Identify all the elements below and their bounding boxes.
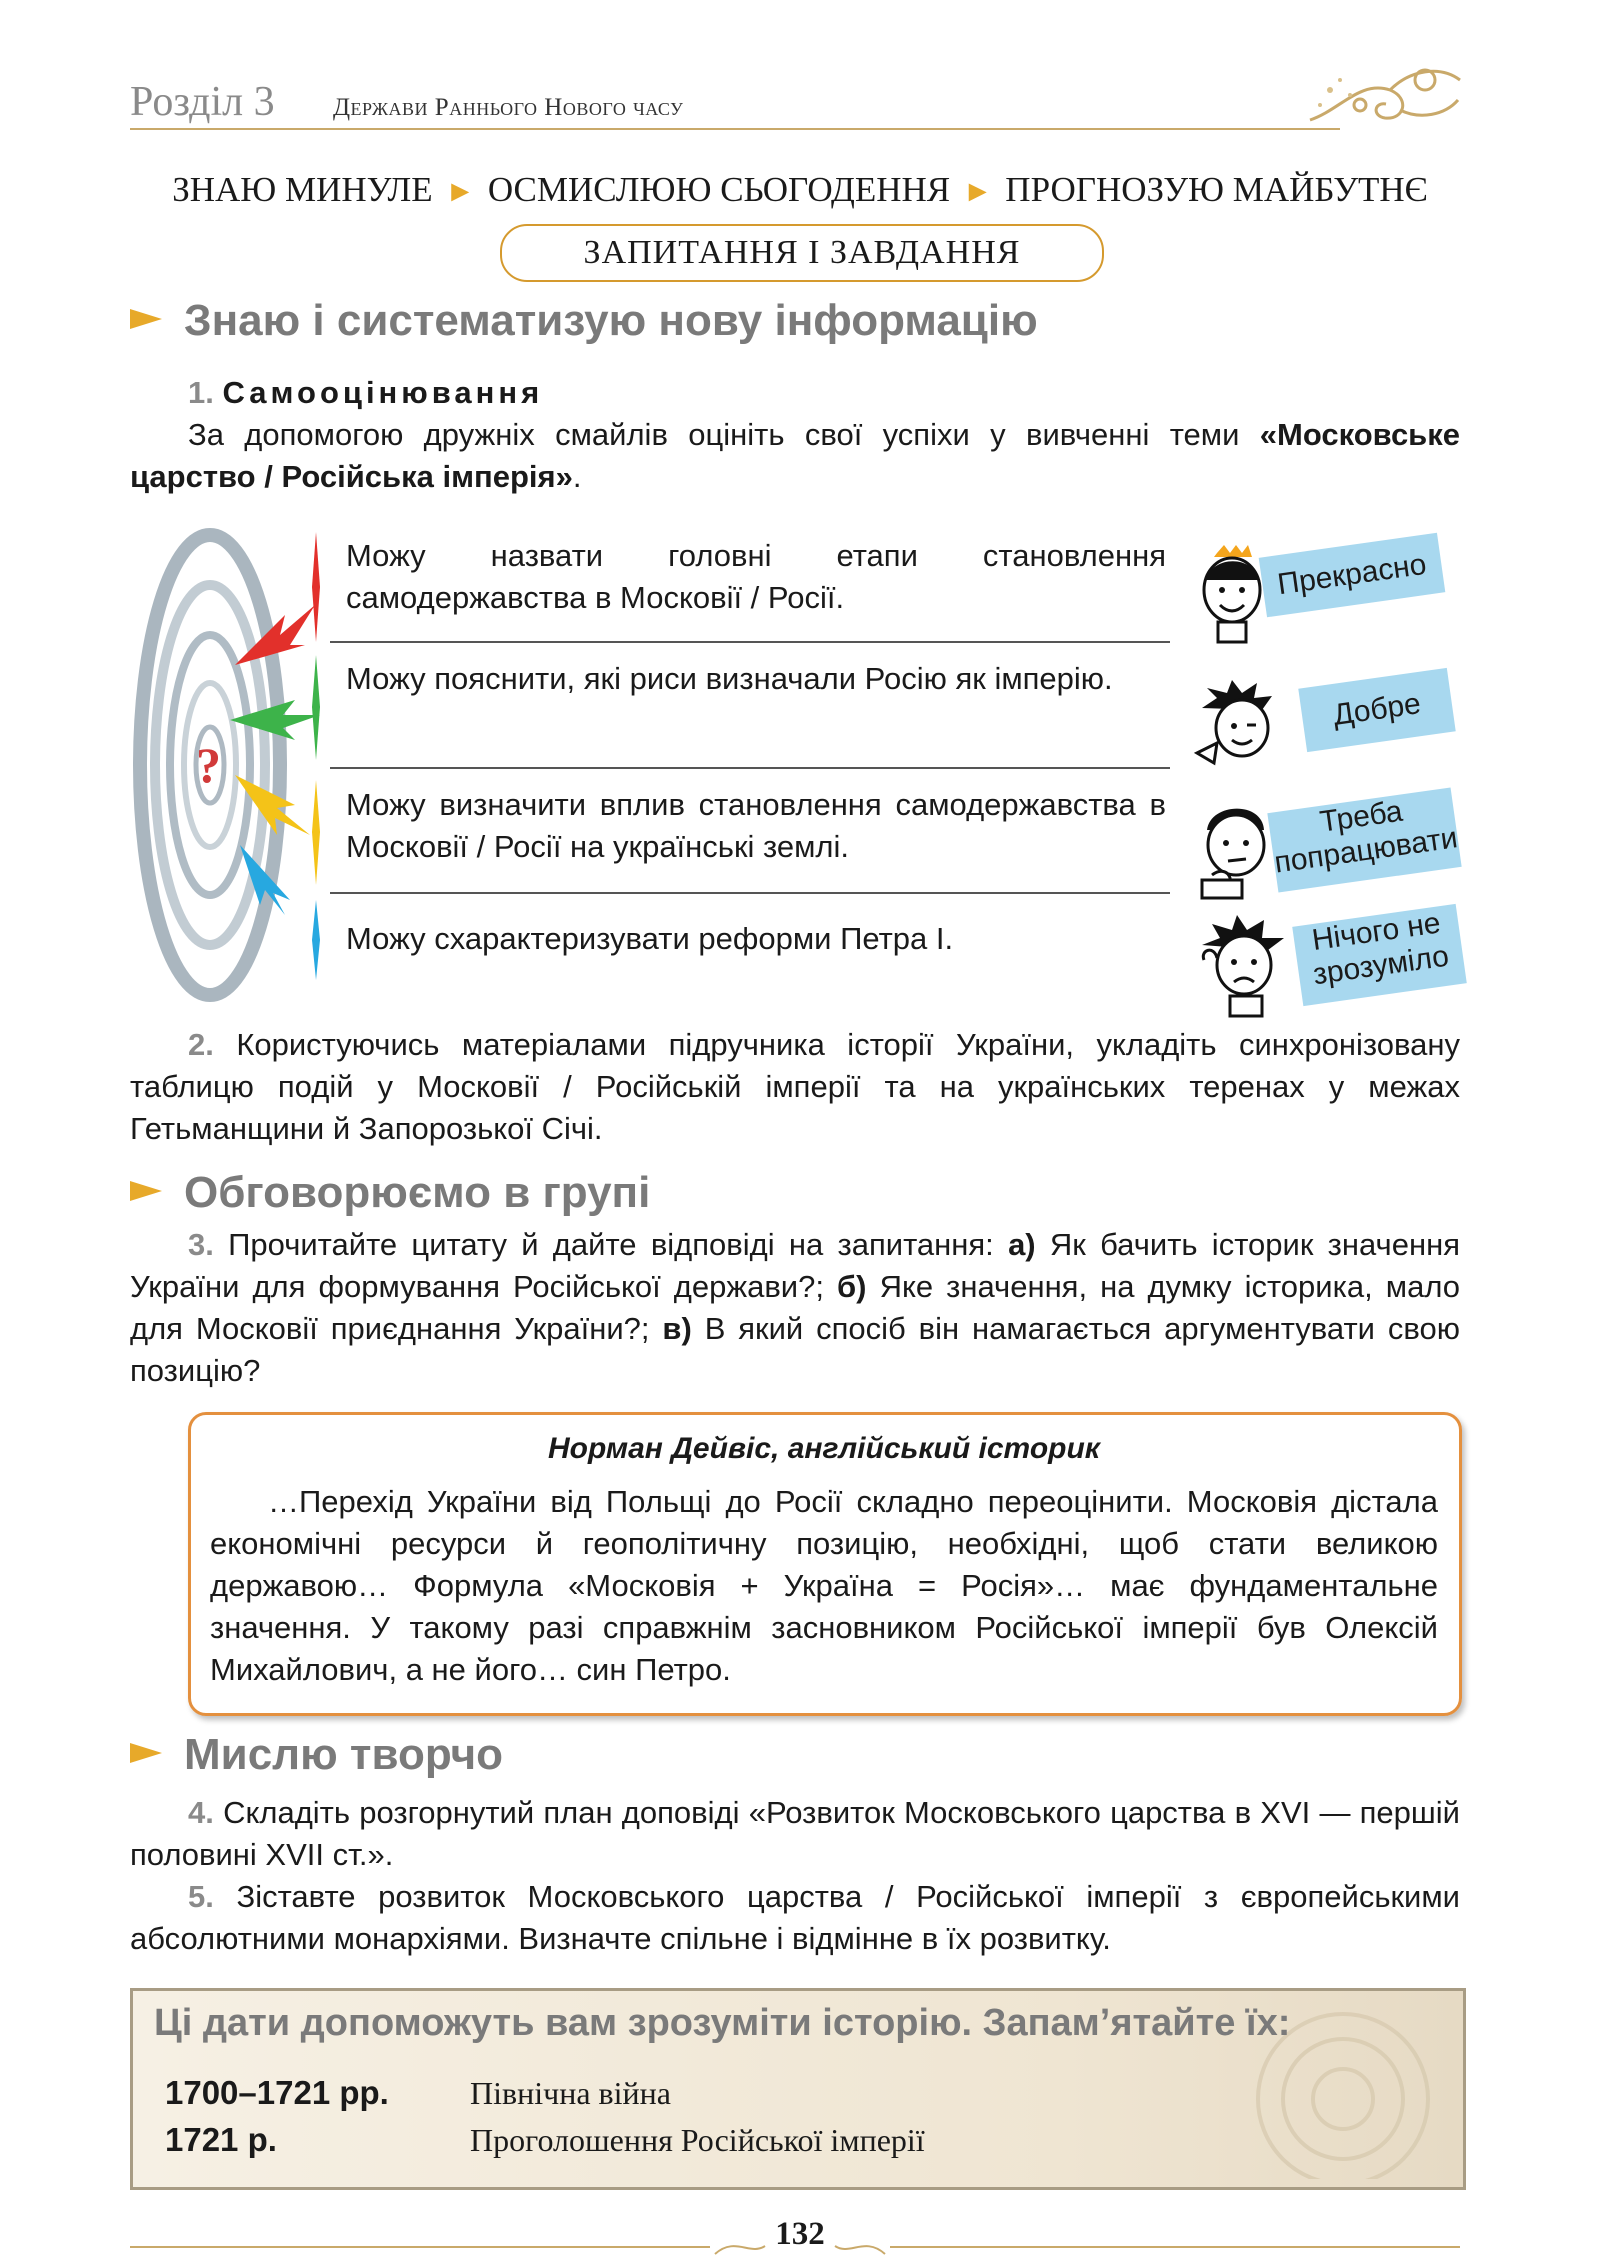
task-text: Зіставте розвиток Московського царства / Російської імперії з європейськими абсолютними монархіями. Визначте спільне і відмінне в їх розвитку. <box>130 1879 1460 1956</box>
task-2 <box>130 1024 1460 1150</box>
subq-b: б) <box>837 1269 867 1304</box>
date-years: 1721 р. <box>165 2121 277 2158</box>
item-marker-yellow <box>312 780 320 885</box>
date-years: 1700–1721 рр. <box>165 2074 389 2111</box>
quote-author: Норман Дейвіс, англійський історик <box>547 1432 1101 1465</box>
task-1-text <box>130 414 1460 498</box>
confused-face-icon <box>1192 910 1302 1020</box>
section-heading-discuss <box>130 1168 650 1218</box>
banner-part-predict-future: ПРОГНОЗУЮ МАЙБУТНЄ <box>1005 170 1428 209</box>
questions-box: ЗАПИТАННЯ І ЗАВДАННЯ <box>500 224 1104 282</box>
task-number: 4. <box>188 1795 214 1830</box>
eval-divider <box>330 892 1170 894</box>
yellow-arrow-icon <box>235 775 310 835</box>
blue-arrow-icon <box>240 845 290 915</box>
task-text: В який спосіб він намагається аргументувати свою позицію? <box>130 1311 1460 1388</box>
section-heading-text: Знаю і систематизую нову інформацію <box>184 296 1038 345</box>
date-event: Проголошення Російської імперії <box>470 2122 925 2158</box>
triangle-marker-icon <box>130 1743 162 1763</box>
red-arrow-icon <box>235 605 315 665</box>
eval-divider <box>330 641 1170 643</box>
task-text: Прочитайте цитату й дайте відповіді на запитання: <box>228 1227 1009 1262</box>
section-banner <box>120 170 1480 210</box>
section-heading-think-creatively <box>130 1730 503 1780</box>
task-text: За допомогою дружніх смайлів оцініть свої успіхи у вивченні теми <box>188 417 1260 452</box>
item-marker-green <box>312 655 320 760</box>
chapter-title: Держави Раннього Нового часу <box>333 94 684 121</box>
winking-face-icon <box>1192 678 1292 778</box>
eval-item: Можу визначити вплив становлення самодержавства в Московії / Росії на українські землі. <box>346 787 1166 864</box>
triangle-marker-icon <box>130 309 162 329</box>
task-5 <box>130 1876 1460 1960</box>
task-topic: «Московське царство / Російська імперія» <box>130 417 1460 494</box>
item-marker-red <box>312 532 320 642</box>
task-text: Як бачить історик значення України для формування Російської держави?; <box>130 1227 1460 1304</box>
footer-rule-left <box>130 2246 710 2248</box>
task-text: Користуючись матеріалами підручника історії України, укладіть синхронізовану таблицю подій у Московії / Російській імперії та на українських теренах у межах Гетьманщини й Запорозької Січі. <box>130 1027 1460 1146</box>
task-title: Самооцінювання <box>222 375 544 410</box>
section-heading-systematize <box>130 296 1038 346</box>
eval-item: Можу схарактеризувати реформи Петра І. <box>346 921 954 956</box>
eval-divider <box>330 767 1170 769</box>
quote-text: …Перехід України від Польщі до Росії складно переоцінити. Московія дістала економічні ресурси й геополітичну позицію, необхідні, щоб стати великою державою… Формула «Московія + Україна = Росія»… має фундаментальне значення. У такому разі справжнім засновником Російської імперії був Олексій Михайлович, а не його… син Петро. <box>210 1484 1438 1687</box>
rating-not-understood <box>1192 905 1472 1025</box>
item-marker-blue <box>312 900 320 980</box>
green-arrow-icon <box>230 700 320 740</box>
rating-label: Нічого не зрозуміло <box>1292 904 1467 1006</box>
banner-part-know-past: ЗНАЮ МИНУЛЕ <box>172 170 433 209</box>
rating-needs-work <box>1192 790 1472 910</box>
arrow-right-icon: ► <box>445 175 476 208</box>
task-number: 2. <box>188 1027 214 1062</box>
subq-a: а) <box>1008 1227 1036 1262</box>
banner-part-comprehend-present: ОСМИСЛЮЮ СЬОГОДЕННЯ <box>487 170 951 209</box>
rating-label: Прекрасно <box>1259 533 1446 617</box>
task-text: Складіть розгорнутий план доповіді «Розвиток Московського царства в XVI — першій половині XVII ст.». <box>130 1795 1460 1872</box>
chapter-label: Розділ 3 <box>130 79 275 125</box>
task-number: 1. <box>188 375 214 410</box>
task-number: 5. <box>188 1879 214 1914</box>
task-text: Яке значення, на думку історика, мало для Московії приєднання України?; <box>130 1269 1460 1346</box>
task-3 <box>130 1224 1460 1392</box>
header-rule <box>130 128 1340 130</box>
rating-good <box>1192 668 1472 788</box>
section-heading-text: Обговорюємо в групі <box>184 1168 651 1217</box>
arrow-right-icon: ► <box>962 175 993 208</box>
rating-label: Добре <box>1298 668 1455 752</box>
triangle-marker-icon <box>130 1181 162 1201</box>
floral-ornament-icon <box>1300 50 1470 140</box>
question-mark: ? <box>196 737 221 793</box>
subq-c: в) <box>662 1311 692 1346</box>
section-heading-text: Мислю творчо <box>184 1730 504 1779</box>
eval-item: Можу назвати головні етапи становлення самодержавства в Московії / Росії. <box>346 538 1166 615</box>
footer-rule-right <box>890 2246 1460 2248</box>
task-number: 3. <box>188 1227 214 1262</box>
smiling-face-icon <box>1192 545 1272 645</box>
task-4 <box>130 1792 1460 1876</box>
date-event: Північна війна <box>470 2075 671 2111</box>
rating-excellent <box>1192 535 1472 655</box>
page-number: 132 <box>775 2216 825 2252</box>
task-text-end: . <box>572 459 582 494</box>
task-1-title <box>188 372 1460 414</box>
rating-label: Треба попрацювати <box>1267 788 1461 893</box>
thinking-face-icon <box>1192 795 1282 900</box>
dates-title: Ці дати допоможуть вам зрозуміти історію. Запам’ятайте їх: <box>154 2002 1291 2044</box>
eval-item: Можу пояснити, які риси визначали Росію як імперію. <box>346 661 1113 696</box>
